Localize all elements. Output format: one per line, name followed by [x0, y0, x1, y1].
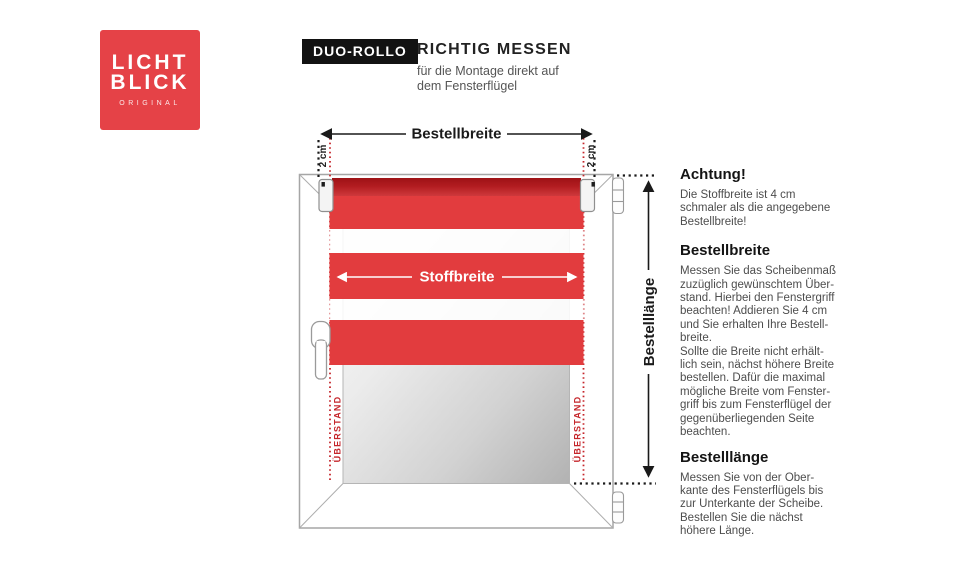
instructions-column — [680, 166, 835, 552]
subtitle-line-2: dem Fensterflügel — [417, 79, 518, 93]
section-achtung — [680, 166, 835, 229]
hinge-bottom — [613, 492, 624, 523]
text-line: und Sie erhalten Ihre Bestell- — [680, 318, 829, 331]
lichtblick-logo — [100, 30, 200, 130]
text-line: griff bis zum Fensterflügel der — [680, 399, 832, 412]
logo-word-licht: LICHT — [111, 51, 189, 74]
text-line: Messen Sie von der Ober- — [680, 471, 815, 484]
text-line: breite. — [680, 332, 712, 345]
order-length-label: Bestelllänge — [640, 277, 658, 367]
measuring-diagram — [270, 100, 670, 550]
text-line: mögliche Breite vom Fenster- — [680, 385, 831, 398]
section-bestellbreite-title: Bestellbreite — [680, 242, 771, 260]
text-line: zur Unterkante der Scheibe. — [680, 498, 824, 511]
overhang-label-right: ÜBERSTAND — [572, 395, 583, 463]
rollo-tube — [332, 178, 581, 196]
text-line: Die Stoffbreite ist 4 cm — [680, 189, 796, 201]
text-line: Bestellen Sie die nächst — [680, 511, 803, 524]
text-line: Bestellbreite! — [680, 215, 747, 228]
mounting-bracket-left — [319, 180, 333, 212]
fabric-width-label: Stoffbreite — [419, 268, 495, 286]
text-line: höhere Länge. — [680, 525, 755, 538]
fabric-band-1 — [330, 194, 584, 229]
text-line: lich sein, nächst höhere Breite — [680, 359, 835, 372]
subtitle-line-1: für die Montage direkt auf — [417, 64, 559, 78]
section-achtung-title: Achtung! — [680, 166, 746, 183]
text-line: stand. Hierbei den Fenstergriff — [680, 292, 835, 305]
section-bestellbreite — [680, 242, 835, 439]
text-line: schmaler als die angegebene — [680, 202, 831, 215]
offset-label-right: 2 cm — [586, 144, 597, 168]
logo-tagline: ORIGINAL — [119, 100, 181, 107]
bracket-screw-right — [592, 182, 595, 187]
text-line: gegenüberliegenden Seite — [680, 412, 815, 425]
page-subtitle — [417, 64, 559, 94]
logo-word-blick: BLICK — [110, 71, 190, 94]
text-line: beachten! Addieren Sie 4 cm — [680, 305, 828, 318]
text-line: Messen Sie das Scheibenmaß — [680, 265, 836, 278]
fabric-band-3 — [330, 320, 584, 365]
text-line: bestellen. Dafür die maximal — [680, 372, 826, 385]
hinge-top — [613, 178, 624, 214]
order-width-label: Bestellbreite — [411, 125, 502, 143]
bracket-screw-left — [322, 182, 325, 187]
overhang-label-left: ÜBERSTAND — [332, 395, 343, 463]
text-line: zuzüglich gewünschtem Über- — [680, 278, 835, 291]
text-line: Sollte die Breite nicht erhält- — [680, 345, 824, 358]
section-bestelllaenge-title: Bestelllänge — [680, 448, 769, 466]
offset-label-left: 2 cm — [318, 144, 329, 168]
page-title: RICHTIG MESSEN — [417, 41, 572, 58]
sheer-band-2 — [330, 299, 584, 320]
sheer-band-1 — [330, 229, 584, 253]
product-badge: DUO-ROLLO — [302, 39, 418, 64]
text-line: beachten. — [680, 426, 731, 439]
text-line: kante des Fensterflügels bis — [680, 484, 824, 497]
section-bestelllaenge — [680, 449, 835, 539]
